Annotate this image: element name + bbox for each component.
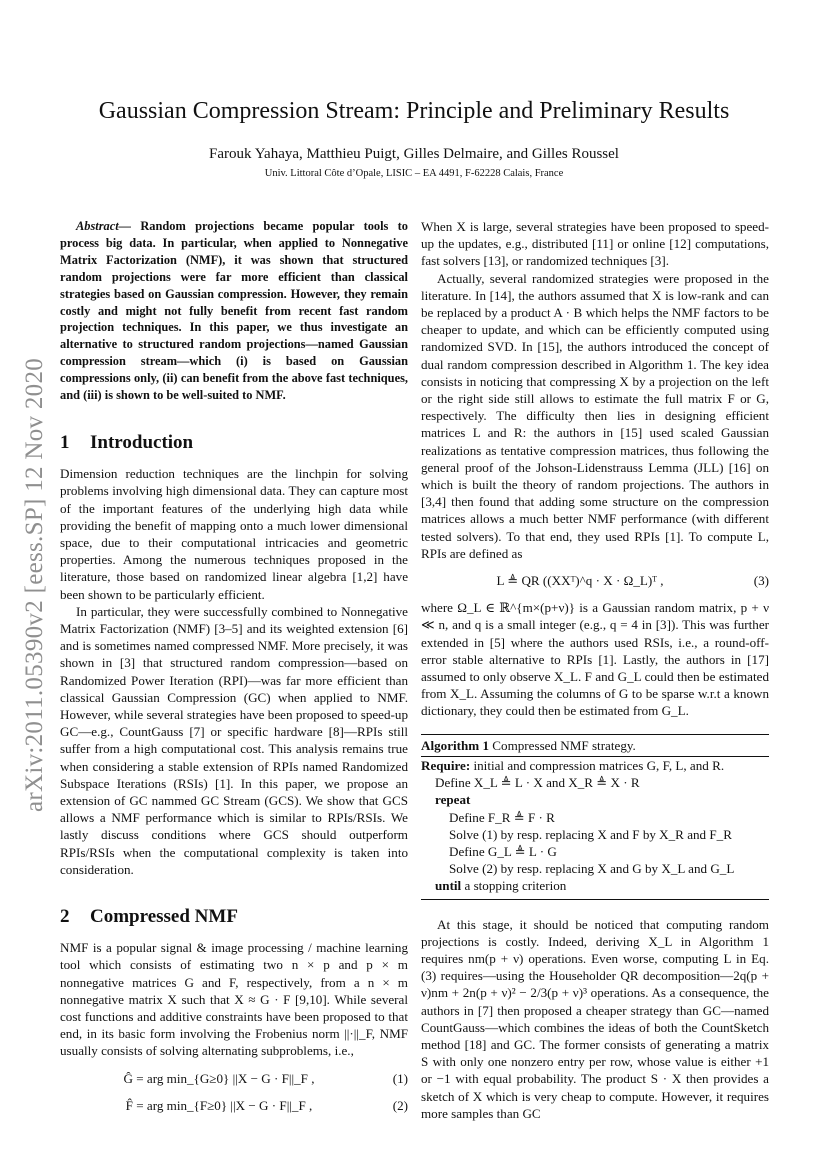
algorithm-title: Compressed NMF strategy. [492, 737, 636, 753]
section-title: Introduction [90, 431, 194, 453]
equation-3 [421, 572, 769, 589]
paragraph: Actually, several randomized strategies were proposed in the literature. In [14], the authors assumed that X is low-rank and can be replaced by a product A · B which helps the NMF factors to be cheaper to update, and which can be efficiently computed using randomized SVD. In [15], the authors introduced the concept of dual random compression described in Algorithm 1. The key idea consists in noticing that compressing X by a projection on the left or the right side still allows to estimate the full matrix F or G, respectively. The difficulty then lies in designing efficient matrices L and R: the authors in [15] used scaled Gaussian realizations as tentative compression matrices, thus following the general proof of the Johson-Lidenstrauss Lemma (JLL) [16] on which is built the theory of random projections. The authors in [3,4] then found that adding some structure on the compression matrices allows a much better NMF performance (with different tested solvers). To that end, they used RPIs [1]. To compute L, RPIs are defined as [421, 270, 769, 561]
paragraph: Dimension reduction techniques are the linchpin for solving problems involving high dimensional data. They can capture most of the important features of the underlying high data while providing the benefit of mapping onto a much lower dimensional space, due to their computational intricacies and geometric properties. Among the numerous techniques proposed in the literature, those based on randomized linear algebra [1,2] have been shown to be particularly efficient. [60, 466, 408, 602]
paper-affiliation: Univ. Littoral Côte d’Opale, LISIC – EA 4491, F-62228 Calais, France [264, 168, 564, 179]
section-number: 2 [60, 906, 70, 928]
keyword: until [435, 878, 462, 894]
abstract [60, 218, 408, 404]
section-number: 1 [60, 431, 70, 453]
section-heading-introduction [60, 431, 408, 453]
left-column [60, 218, 408, 1124]
paragraph: In particular, they were successfully combined to Nonnegative Matrix Factorization (NMF) [3–5] and its weighted extension [6] and is sometimes named compressed NMF. More precisely, it was shown in [3] that structured random compression—based on Randomized Power Iteration (RPI)—was far more efficient than classical Gaussian Compression (GC) when applied to NMF. However, while several strategies have been proposed to speed-up GC—e.g., CountGauss [7] or specific hardware [8]—RPIs still suffer from a high computational cost. This analysis remains true when considering a stable extension of RPIs named Randomized Subspace Iterations (RSIs) [1]. In this paper, we propose an extension of GC nammed GC Stream (GCS). We show that GCS allows a NMF performance which is similar to RPIs/RSIs. We lastly discuss conditions where GCS should outperform RPIs/RSIs when the computational complexity is taken into consideration. [60, 603, 408, 877]
algorithm-line [421, 791, 769, 808]
algorithm-text: initial and compression matrices G, F, L, and R. [473, 757, 725, 773]
algorithm-line: Define F_R ≜ F · R [449, 809, 555, 825]
abstract-label: Abstract— [76, 219, 132, 233]
paper-authors: Farouk Yahaya, Matthieu Puigt, Gilles Delmaire, and Gilles Roussel [209, 146, 619, 162]
equation-body: L ≜ QR ((XXᵀ)^q · X · Ω_L)ᵀ , [496, 573, 664, 589]
algorithm-line [421, 757, 769, 774]
keyword: Require: [421, 757, 471, 773]
paragraph: where Ω_L ∈ ℝ^{m×(p+ν)} is a Gaussian random matrix, p + ν ≪ n, and q is a small integer (e.g., q = 4 in [3]). This was further extended in [5] where the authors used RSIs, i.e., a round-off-error stable alternative to RPIs [1]. Lastly, the authors in [17] assumed to only observe X_L. F and G_L could then be estimated from X_L. Assuming the columns of G to be sparse w.r.t a known dictionary, they could then be estimated from G_L. [421, 600, 769, 719]
abstract-text: Random projections became popular tools to process big data. In particular, when applied to Nonnegative Matrix Factorization (NMF), it was shown that structured random projections were far more efficient than classical strategies based on Gaussian compression. However, they remain costly and might not fully benefit from recent fast random projection techniques. In this paper, we thus investigate an alternative to structured random projections—named Gaussian compression stream—which (i) is based on Gaussian compressions only, (ii) can benefit from the above fast techniques, and (iii) is shown to be well-suited to NMF. [60, 219, 408, 403]
equation-number: (2) [392, 1097, 408, 1113]
equation-body: Ĝ = arg min_{G≥0} ||X − G · F||_F , [123, 1070, 315, 1086]
equation-body: F̂ = arg min_{F≥0} ||X − G · F||_F , [125, 1097, 313, 1113]
algorithm-line: Define G_L ≜ L · G [449, 843, 557, 859]
algorithm-line: Define X_L ≜ L · X and X_R ≜ X · R [435, 775, 640, 791]
paragraph: At this stage, it should be noticed that computing random projections is costly. Indeed, deriving X_L in Algorithm 1 requires nm(p + ν) operations. Even worse, computing L in Eq. (3) requires—using the Householder QR decomposition—2q(p + ν)nm + 2n(p + ν)² − 2/3(p + ν)³ operations. As a consequence, the authors in [7] then proposed a cheaper strategy than GC—named CountGauss—which combines the ideas of both the CountSketch method [18] and GC. The former consists of generating a matrix S with only one nonzero entry per row, whose value is either +1 or −1 with equal probability. The product S · X then provides a sketch of X which is very cheap to compute. However, it requires more samples than GC [421, 916, 769, 1121]
algorithm-line: Solve (2) by resp. replacing X and G by X_L and G_L [449, 861, 735, 877]
equation-2 [60, 1097, 408, 1114]
section-title: Compressed NMF [90, 906, 238, 928]
section-heading-compressed-nmf [60, 906, 408, 928]
algorithm-header [421, 735, 769, 757]
equation-number: (1) [392, 1070, 408, 1086]
algorithm-text: a stopping criterion [464, 878, 567, 894]
arxiv-identifier: arXiv:2011.05390v2 [eess.SP] 12 Nov 2020 [21, 357, 48, 813]
algorithm-line [421, 877, 769, 894]
paper-title: Gaussian Compression Stream: Principle and Preliminary Results [98, 98, 730, 124]
algorithm-box [421, 734, 769, 900]
right-column [421, 218, 769, 1122]
paragraph: NMF is a popular signal & image processing / machine learning tool which consists of estimating two n × p and p × m nonnegative matrices G and F, respectively, from a n × m nonnegative matrix X such that X ≈ G · F [9,10]. While several cost functions and additive constraints have been proposed to that end, in its basic form involving the Frobenius norm ||·||_F, NMF usually consists of solving alternating subproblems, i.e., [60, 940, 408, 1059]
arxiv-sidebar [20, 325, 50, 845]
algorithm-label: Algorithm 1 [421, 737, 490, 753]
equation-number: (3) [753, 573, 769, 589]
algorithm-line: Solve (1) by resp. replacing X and F by X_R and F_R [449, 826, 732, 842]
equation-1 [60, 1070, 408, 1087]
paragraph: When X is large, several strategies have been proposed to speed-up the updates, e.g., distributed [11] or online [12] computations, fast solvers [13], or randomized techniques [3]. [421, 219, 769, 269]
keyword: repeat [435, 792, 471, 808]
